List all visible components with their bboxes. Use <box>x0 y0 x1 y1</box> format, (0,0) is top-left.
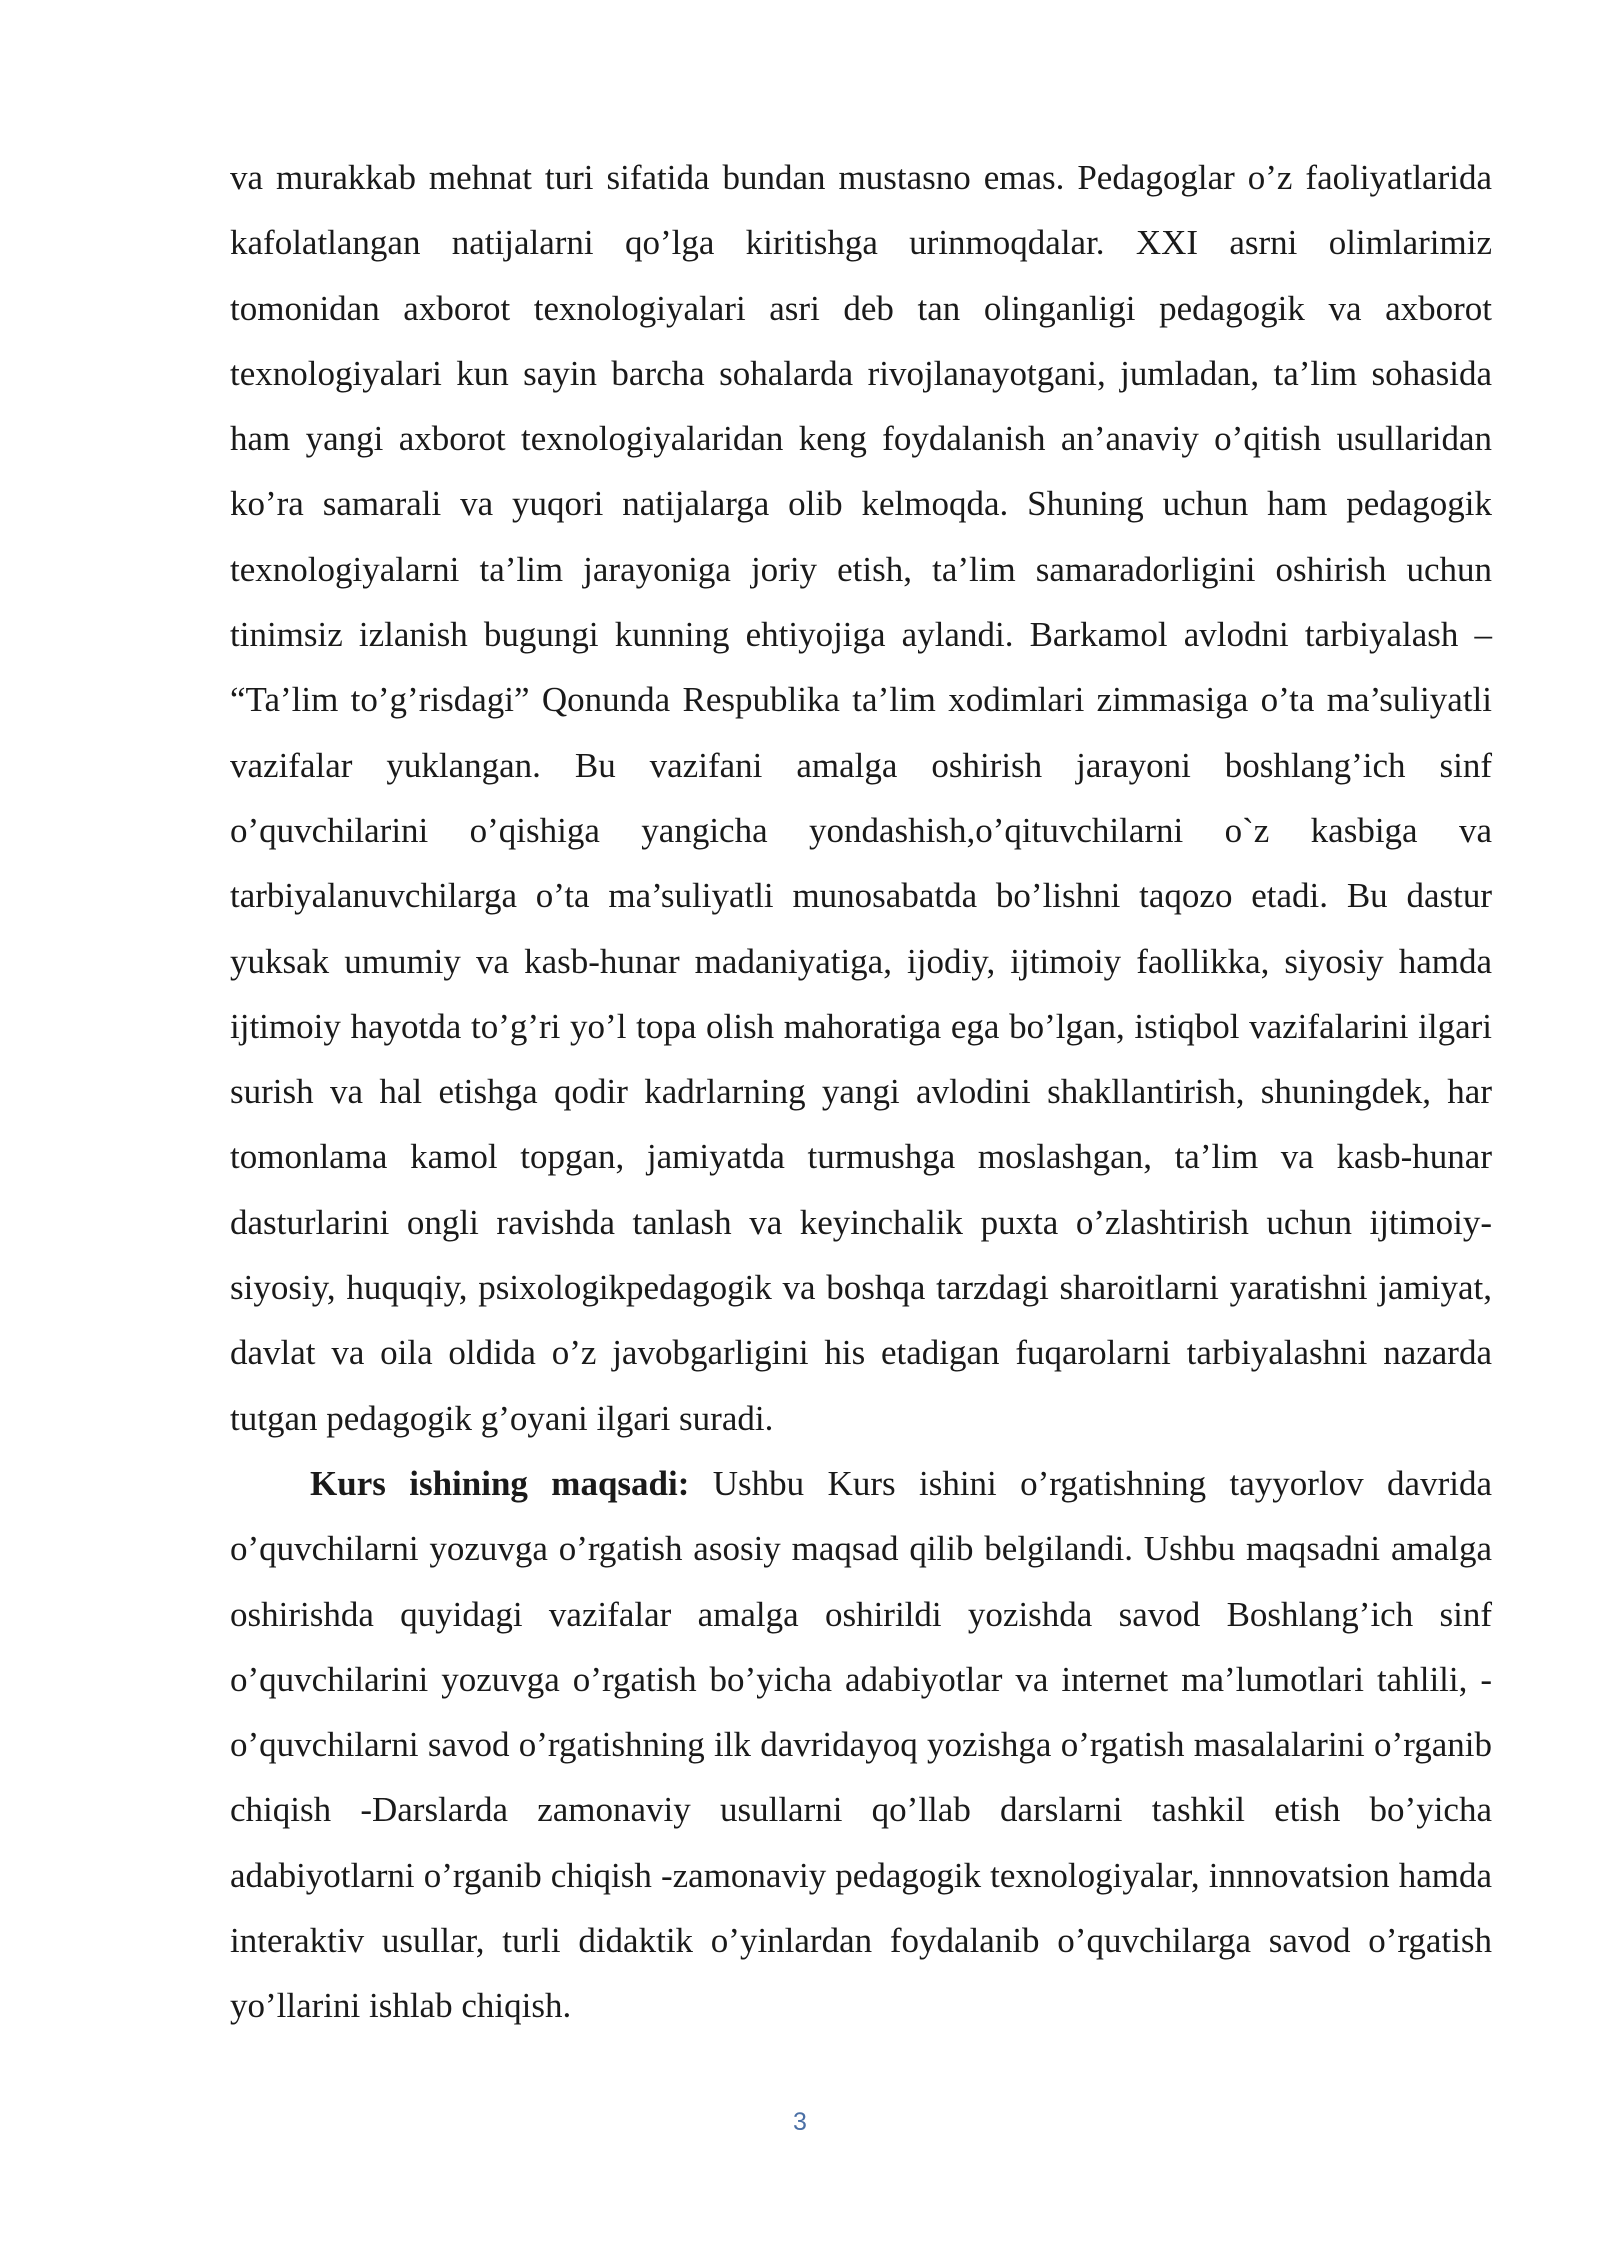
body-paragraph <box>230 145 1492 1451</box>
document-body <box>230 145 1492 2039</box>
paragraph-text: va murakkab mehnat turi sifatida bundan mustasno emas. Pedagoglar o’z faoliyatlarida kafolatlangan natijalarni qo’lga kiritishga urinmoqdalar. XXI asrni olimlarimiz tomonidan axborot texnologiyalari asri deb tan olinganligi pedagogik va axborot texnologiyalari kun sayin barcha sohalarda rivojlanayotgani, jumladan, ta’lim sohasida ham yangi axborot texnologiyalaridan keng foydalanish an’anaviy o’qitish usullaridan ko’ra samarali va yuqori natijalarga olib kelmoqda. Shuning uchun ham pedagogik texnologiyalarni ta’lim jarayoniga joriy etish, ta’lim samaradorligini oshirish uchun tinimsiz izlanish bugungi kunning ehtiyojiga aylandi. Barkamol avlodni tarbiyalash – “Ta’lim to’g’risdagi” Qonunda Respublika ta’lim xodimlari zimmasiga o’ta ma’suliyatli vazifalar yuklangan. Bu vazifani amalga oshirish jarayoni boshlang’ich sinf o’quvchilarini o’qishiga yangicha yondashish,o’qituvchilarni o`z kasbiga va tarbiyalanuvchilarga o’ta ma’suliyatli munosabatda bo’lishni taqozo etadi. Bu dastur yuksak umumiy va kasb-hunar madaniyatiga, ijodiy, ijtimoiy faollikka, siyosiy hamda ijtimoiy hayotda to’g’ri yo’l topa olish mahoratiga ega bo’lgan, istiqbol vazifalarini ilgari surish va hal etishga qodir kadrlarning yangi avlodini shakllantirish, shuningdek, har tomonlama kamol topgan, jamiyatda turmushga moslashgan, ta’lim va kasb-hunar dasturlarini ongli ravishda tanlash va keyinchalik puxta o’zlashtirish uchun ijtimoiy-siyosiy, huquqiy, psixologikpedagogik va boshqa tarzdagi sharoitlarni yaratishni jamiyat, davlat va oila oldida o’z javobgarligini his etadigan fuqarolarni tarbiyalashni nazarda tutgan pedagogik g’oyani ilgari suradi. <box>230 158 1492 1438</box>
inline-heading: Kurs ishining maqsadi: <box>310 1463 690 1503</box>
paragraph-text: Ushbu Kurs ishini o’rgatishning tayyorlov davrida o’quvchilarni yozuvga o’rgatish asosiy maqsad qilib belgilandi. Ushbu maqsadni amalga oshirishda quyidagi vazifalar amalga oshirildi yozishda savod Boshlang’ich sinf o’quvchilarini yozuvga o’rgatish bo’yicha adabiyotlar va internet ma’lumotlari tahlili, -o’quvchilarni savod o’rgatishning ilk davridayoq yozishga o’rgatish masalalarini o’rganib chiqish -Darslarda zamonaviy usullarni qo’llab darslarni tashkil etish bo’yicha adabiyotlarni o’rganib chiqish -zamonaviy pedagogik texnologiyalar, innnovatsion hamda interaktiv usullar, turli didaktik o’yinlardan foydalanib o’quvchilarga savod o’rgatish yo’llarini ishlab chiqish. <box>230 1463 1492 2026</box>
body-paragraph <box>230 1451 1492 2039</box>
page-number: 3 <box>793 2108 807 2136</box>
